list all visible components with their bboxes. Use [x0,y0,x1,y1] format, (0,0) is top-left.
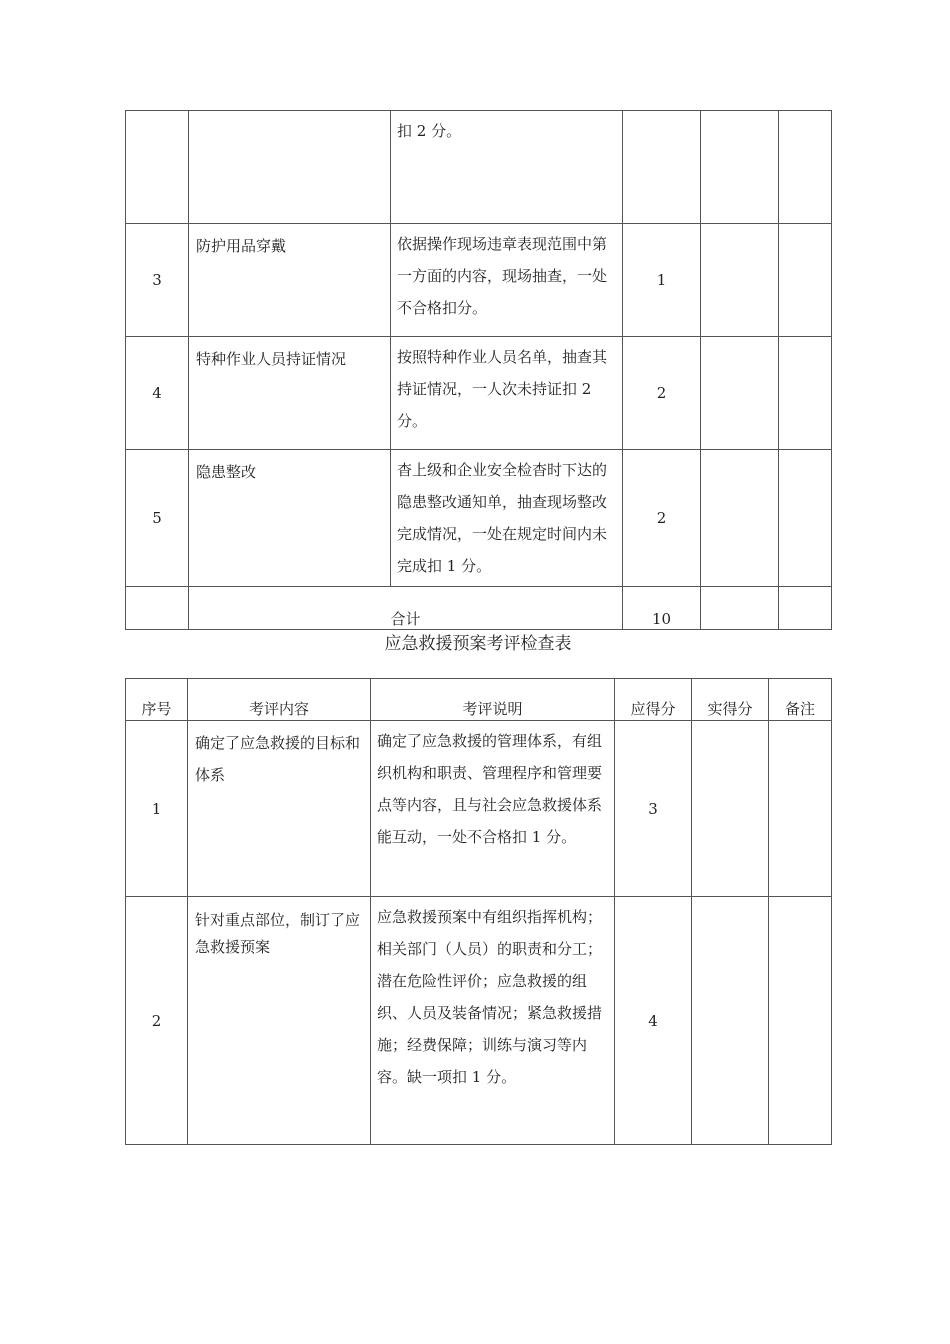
table-row [126,224,832,337]
check-item [189,111,391,224]
header-content: 考评内容 [188,679,371,721]
total-score: 10 [623,587,701,630]
max-score [623,111,701,224]
check-description: 应急救援预案中有组织指挥机构；相关部门（人员）的职责和分工；潜在危险性评价；应急救援的组织、人员及装备情况；紧急救援措施；经费保障；训练与演习等内容。缺一项扣 1 分。 [371,897,615,1145]
total-row [126,587,832,630]
table-row [126,337,832,450]
max-score: 4 [615,897,692,1145]
check-content-line: 急救援预案 [195,938,271,956]
check-description: 依据操作现场违章表现范围中第一方面的内容，现场抽查，一处不合格扣分。 [391,224,623,337]
row-number: 2 [126,897,188,1145]
check-item: 隐患整改 [189,450,391,587]
check-item: 特种作业人员持证情况 [189,337,391,450]
table-title: 应急救援预案考评检查表 [384,634,572,654]
header-max-score: 应得分 [615,679,692,721]
row-number [126,111,189,224]
header-description: 考评说明 [371,679,615,721]
total-label: 合计 [189,587,623,630]
check-description: 确定了应急救援的管理体系，有组织机构和职责、管理程序和管理要点等内容，且与社会应急救援体系能互动，一处不合格扣 1 分。 [371,721,615,897]
header-number: 序号 [126,679,188,721]
check-content [188,897,371,1145]
header-remarks: 备注 [769,679,832,721]
max-score: 2 [623,337,701,450]
max-score: 2 [623,450,701,587]
row-number: 4 [126,337,189,450]
remarks [779,111,832,224]
total-actual [701,587,779,630]
table-row [126,111,832,224]
actual-score [701,224,779,337]
actual-score [701,337,779,450]
table-row [126,721,832,897]
row-number: 3 [126,224,189,337]
table-row [126,450,832,587]
remarks [779,224,832,337]
remarks [779,450,832,587]
max-score: 3 [615,721,692,897]
actual-score [692,721,769,897]
total-blank [126,587,189,630]
header-actual-score: 实得分 [692,679,769,721]
table-header-row [126,679,832,721]
table-row [126,897,832,1145]
check-item: 防护用品穿戴 [189,224,391,337]
check-description: 按照特种作业人员名单，抽查其持证情况，一人次未持证扣 2 分。 [391,337,623,450]
max-score: 1 [623,224,701,337]
row-number: 5 [126,450,189,587]
check-content-line: 针对重点部位，制订了应 [195,911,361,929]
safety-check-table [125,110,832,630]
actual-score [701,450,779,587]
check-description: 扣 2 分。 [391,111,623,224]
total-remarks [779,587,832,630]
actual-score [701,111,779,224]
remarks [769,897,832,1145]
row-number: 1 [126,721,188,897]
remarks [769,721,832,897]
remarks [779,337,832,450]
check-content: 确定了应急救援的目标和体系 [188,721,371,897]
emergency-plan-table [125,678,832,1145]
check-description: 杳上级和企业安全检杳时下达的隐患整改通知单，抽查现场整改完成情况，一处在规定时间内未完成扣 1 分。 [391,450,623,587]
actual-score [692,897,769,1145]
